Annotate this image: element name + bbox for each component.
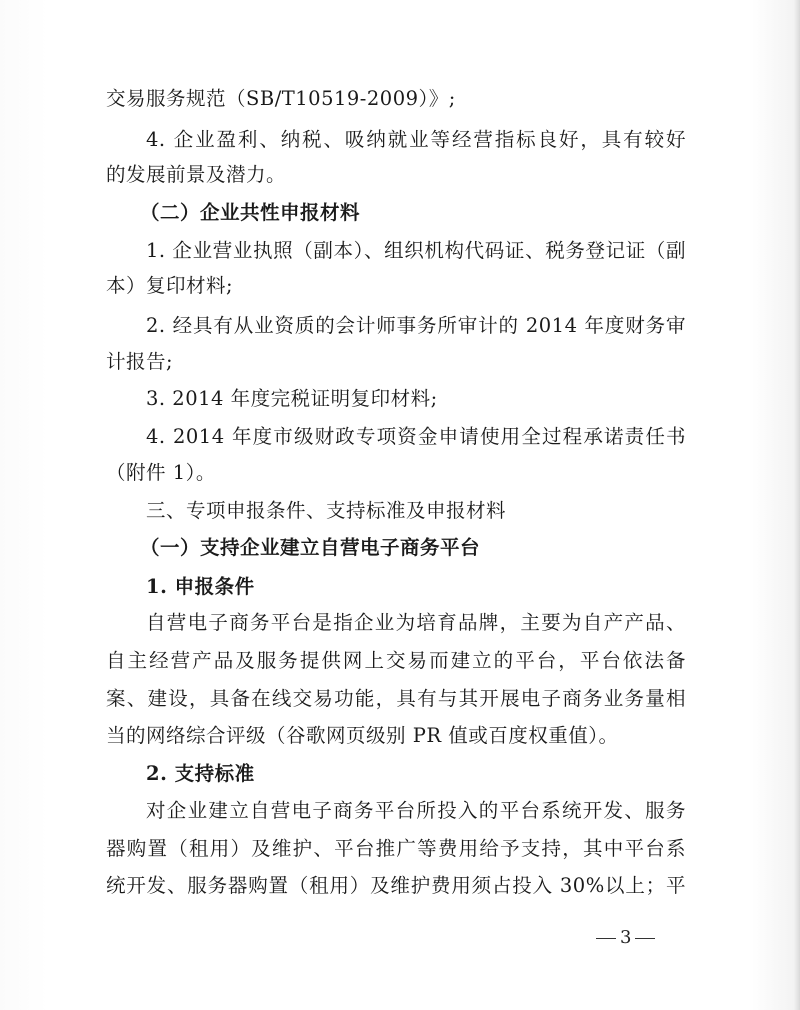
text-line-8: 计报告;	[106, 350, 174, 373]
section-heading-common-materials: （二）企业共性申报材料	[140, 201, 361, 224]
text-line-11: （附件 1）。	[106, 461, 216, 484]
subheading-application-conditions: 1. 申报条件	[146, 575, 255, 598]
subheading-support-standards: 2. 支持标准	[146, 762, 255, 785]
text-line-7: 2. 经具有从业资质的会计师事务所审计的 2014 年度财务审	[146, 314, 686, 337]
text-line-17: 案、建设，具备在线交易功能，具有与其开展电子商务业务量相	[106, 687, 686, 710]
page-number-value: 3	[620, 927, 632, 948]
text-line-21: 器购置（租用）及维护、平台推广等费用给予支持，其中平台系	[106, 837, 686, 860]
text-line-6: 本）复印材料;	[106, 274, 234, 297]
page-number-dash-right	[635, 938, 655, 939]
text-line-5: 1. 企业营业执照（副本）、组织机构代码证、税务登记证（副	[146, 239, 686, 262]
text-line-15: 自营电子商务平台是指企业为培育品牌，主要为自产产品、	[146, 611, 686, 634]
page-edge-shadow	[794, 0, 800, 1010]
text-line-9: 3. 2014 年度完税证明复印材料;	[146, 387, 438, 410]
text-line-22: 统开发、服务器购置（租用）及维护费用须占投入 30%以上；平	[106, 874, 686, 897]
text-line-1: 交易服务规范（SB/T10519-2009）》;	[106, 87, 456, 110]
page-number-dash-left	[596, 938, 616, 939]
text-line-3: 的发展前景及潜力。	[106, 163, 287, 186]
text-line-16: 自主经营产品及服务提供网上交易而建立的平台，平台依法备	[106, 649, 686, 672]
text-line-20: 对企业建立自营电子商务平台所投入的平台系统开发、服务	[146, 799, 686, 822]
section-heading-ecommerce-platform: （一）支持企业建立自营电子商务平台	[140, 536, 481, 559]
page-number	[592, 928, 659, 948]
text-line-2: 4. 企业盈利、纳税、吸纳就业等经营指标良好，具有较好	[146, 128, 686, 151]
text-line-18: 当的网络综合评级（谷歌网页级别 PR 值或百度权重值）。	[106, 724, 619, 747]
text-line-10: 4. 2014 年度市级财政专项资金申请使用全过程承诺责任书	[146, 425, 686, 448]
section-heading-special-projects: 三、专项申报条件、支持标准及申报材料	[146, 499, 507, 522]
